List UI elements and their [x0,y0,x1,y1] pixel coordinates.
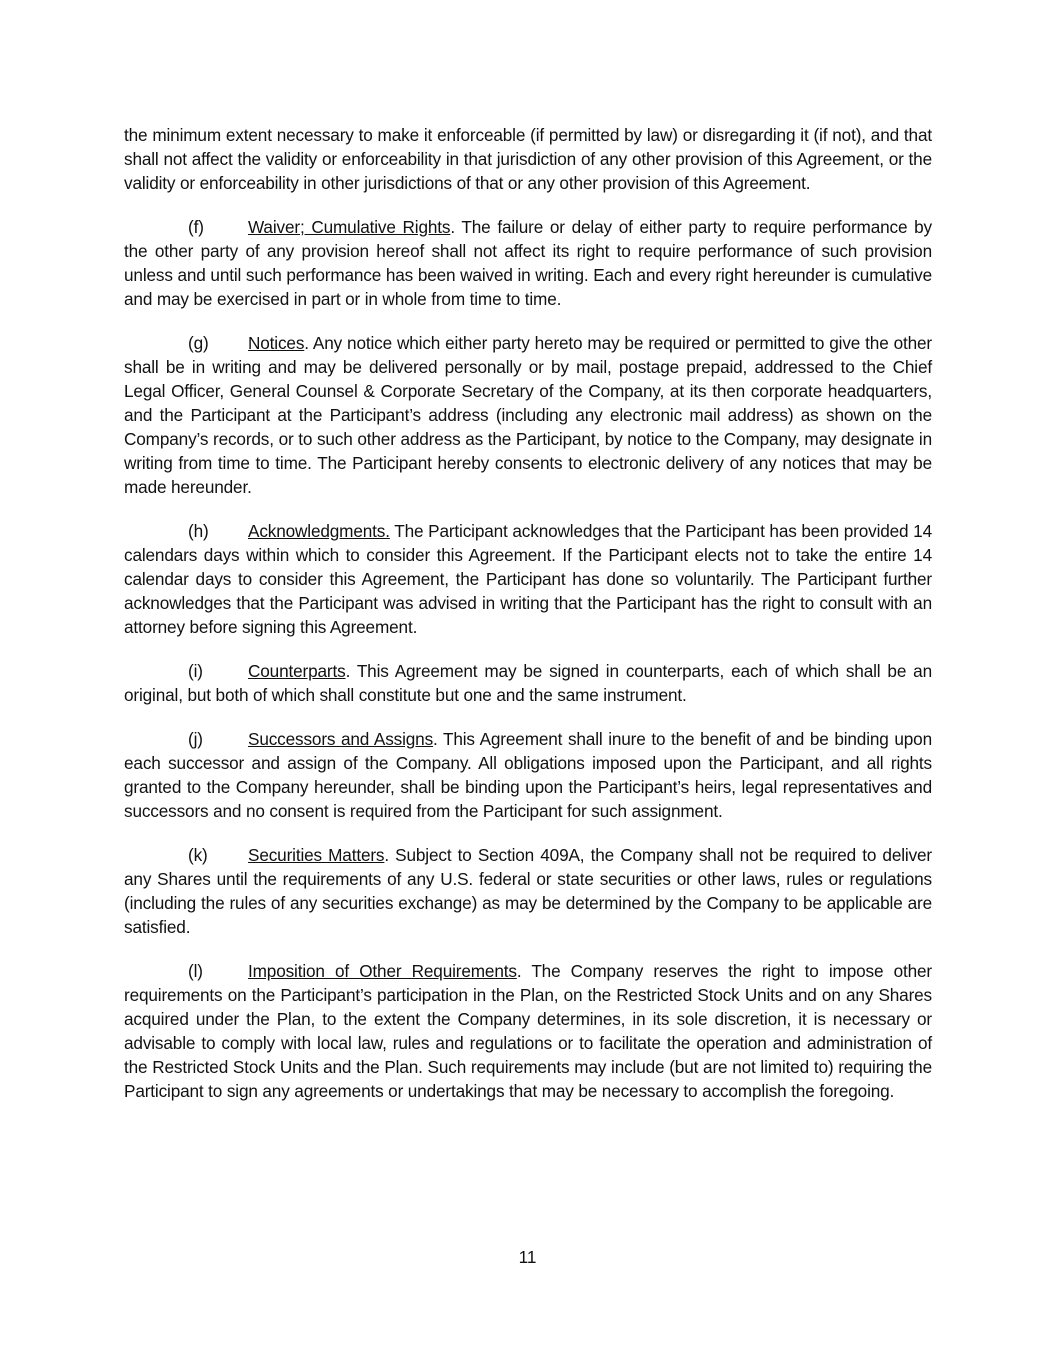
section-h-body: The Participant acknowledges that the Participant has been provided 14 calendars days within which to consider this Agreement. If the Participant elects not to take the entire 14 calendar days to consider this Agreement, the Participant has done so voluntarily. The Participant further acknowledges that the Participant was advised in writing that the Participant has the right to consult with an attorney before signing this Agreement. [124,521,932,637]
section-f-label: (f) [188,217,204,237]
section-k-body: . Subject to Section 409A, the Company shall not be required to deliver any Shares until the requirements of any U.S. federal or state securities or other laws, rules or regulations (including the rules of any securities exchange) as may be determined by the Company to be applicable are satisfied. [124,845,933,937]
section-i-paragraph [124,659,932,707]
section-f-heading: Waiver; Cumulative Rights [248,217,451,237]
section-l-paragraph [124,959,932,1103]
section-l-heading: Imposition of Other Requirements [248,961,517,981]
section-j-label: (j) [188,729,203,749]
section-g-label: (g) [188,333,209,353]
section-i-body: . This Agreement may be signed in counterparts, each of which shall be an original, but both of which shall constitute but one and the same instrument. [124,661,932,705]
section-j-paragraph [124,727,932,823]
section-l-body: . The Company reserves the right to impose other requirements on the Participant’s participation in the Plan, on the Restricted Stock Units and on any Shares acquired under the Plan, to the extent the Company determines, in its sole discretion, it is necessary or advisable to comply with local law, rules and regulations or to facilitate the operation and administration of the Restricted Stock Units and the Plan. Such requirements may include (but are not limited to) requiring the Participant to sign any agreements or undertakings that may be necessary to accomplish the foregoing. [124,961,932,1101]
section-f-paragraph [124,215,932,311]
section-j-body: . This Agreement shall inure to the benefit of and be binding upon each successor and assign of the Company. All obligations imposed upon the Participant, and all rights granted to the Company hereunder, shall be binding upon the Participant’s heirs, legal representatives and successors and no consent is required from the Participant for such assignment. [124,729,932,821]
section-k-heading: Securities Matters [248,845,385,865]
section-i-label: (i) [188,661,203,681]
section-k-paragraph [124,843,932,939]
section-h-label: (h) [188,521,209,541]
page-number: 11 [518,1247,537,1267]
section-h-paragraph [124,519,932,639]
intro-paragraph: the minimum extent necessary to make it enforceable (if permitted by law) or disregarding it (if not), and that shall not affect the validity or enforceability in that jurisdiction of any other provision of this Agreement, or the validity or enforceability in other jurisdictions of that or any other provision of this Agreement. [124,125,932,193]
section-g-heading: Notices [248,333,305,353]
section-f-body: . The failure or delay of either party to require performance by the other party of any provision hereof shall not affect its right to require performance of such provision unless and until such performance has been waived in writing. Each and every right hereunder is cumulative and may be exercised in part or in whole from time to time. [124,217,932,309]
section-j-heading: Successors and Assigns [248,729,434,749]
section-g-body: . Any notice which either party hereto may be required or permitted to give the other shall be in writing and may be delivered personally or by mail, postage prepaid, addressed to the Chief Legal Officer, General Counsel & Corporate Secretary of the Company, at its then corporate headquarters, and the Participant at the Participant’s address (including any electronic mail address) as shown on the Company’s records, or to such other address as the Participant, by notice to the Company, may designate in writing from time to time. The Participant hereby consents to electronic delivery of any notices that may be made hereunder. [124,333,932,497]
section-k-label: (k) [188,845,208,865]
section-h-heading: Acknowledgments. [248,521,390,541]
section-i-heading: Counterparts [248,661,346,681]
document-page [124,123,932,1123]
section-l-label: (l) [188,961,203,981]
section-g-paragraph [124,331,932,499]
